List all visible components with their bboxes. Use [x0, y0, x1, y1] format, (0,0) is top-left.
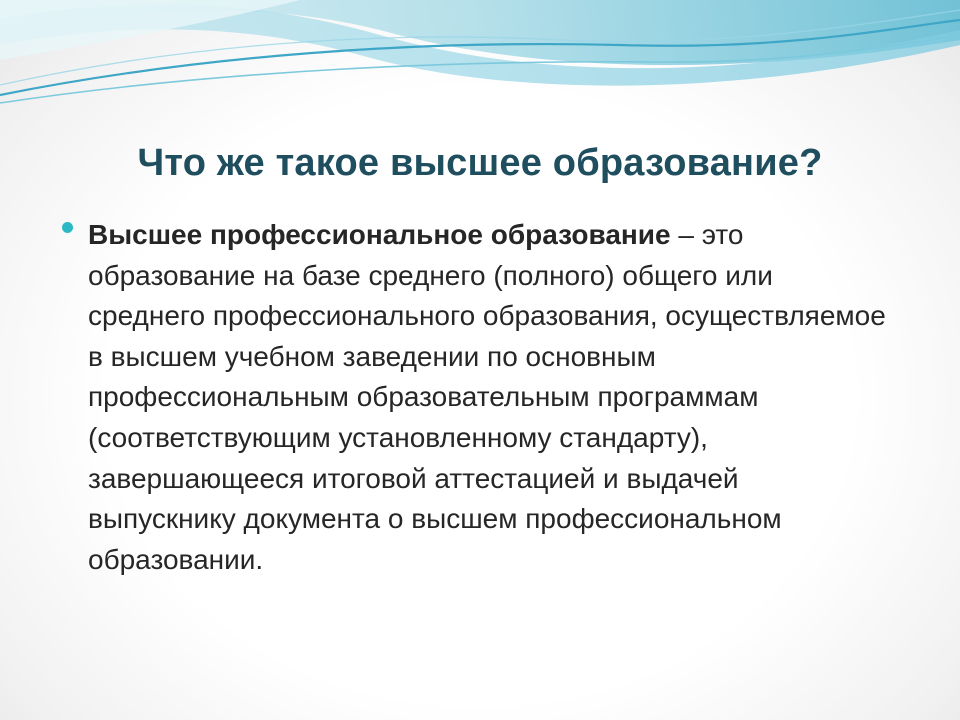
wave-banner-decoration [0, 0, 960, 115]
bullet-dot-icon [62, 222, 73, 233]
slide-title: Что же такое высшее образование? [137, 142, 823, 184]
bullet-term: Высшее профессиональное образование [88, 219, 671, 250]
bullet-item [88, 215, 888, 580]
bullet-definition: – это образование на базе среднего (полного) общего или среднего профессионального образования, осуществляемое в высшем учебном заведении по основным профессиональным образовательным программам (соответствующим установленному стандарту), завершающееся итоговой аттестацией и выдачей выпускнику документа о высшем профессиональном образовании. [88, 219, 886, 575]
